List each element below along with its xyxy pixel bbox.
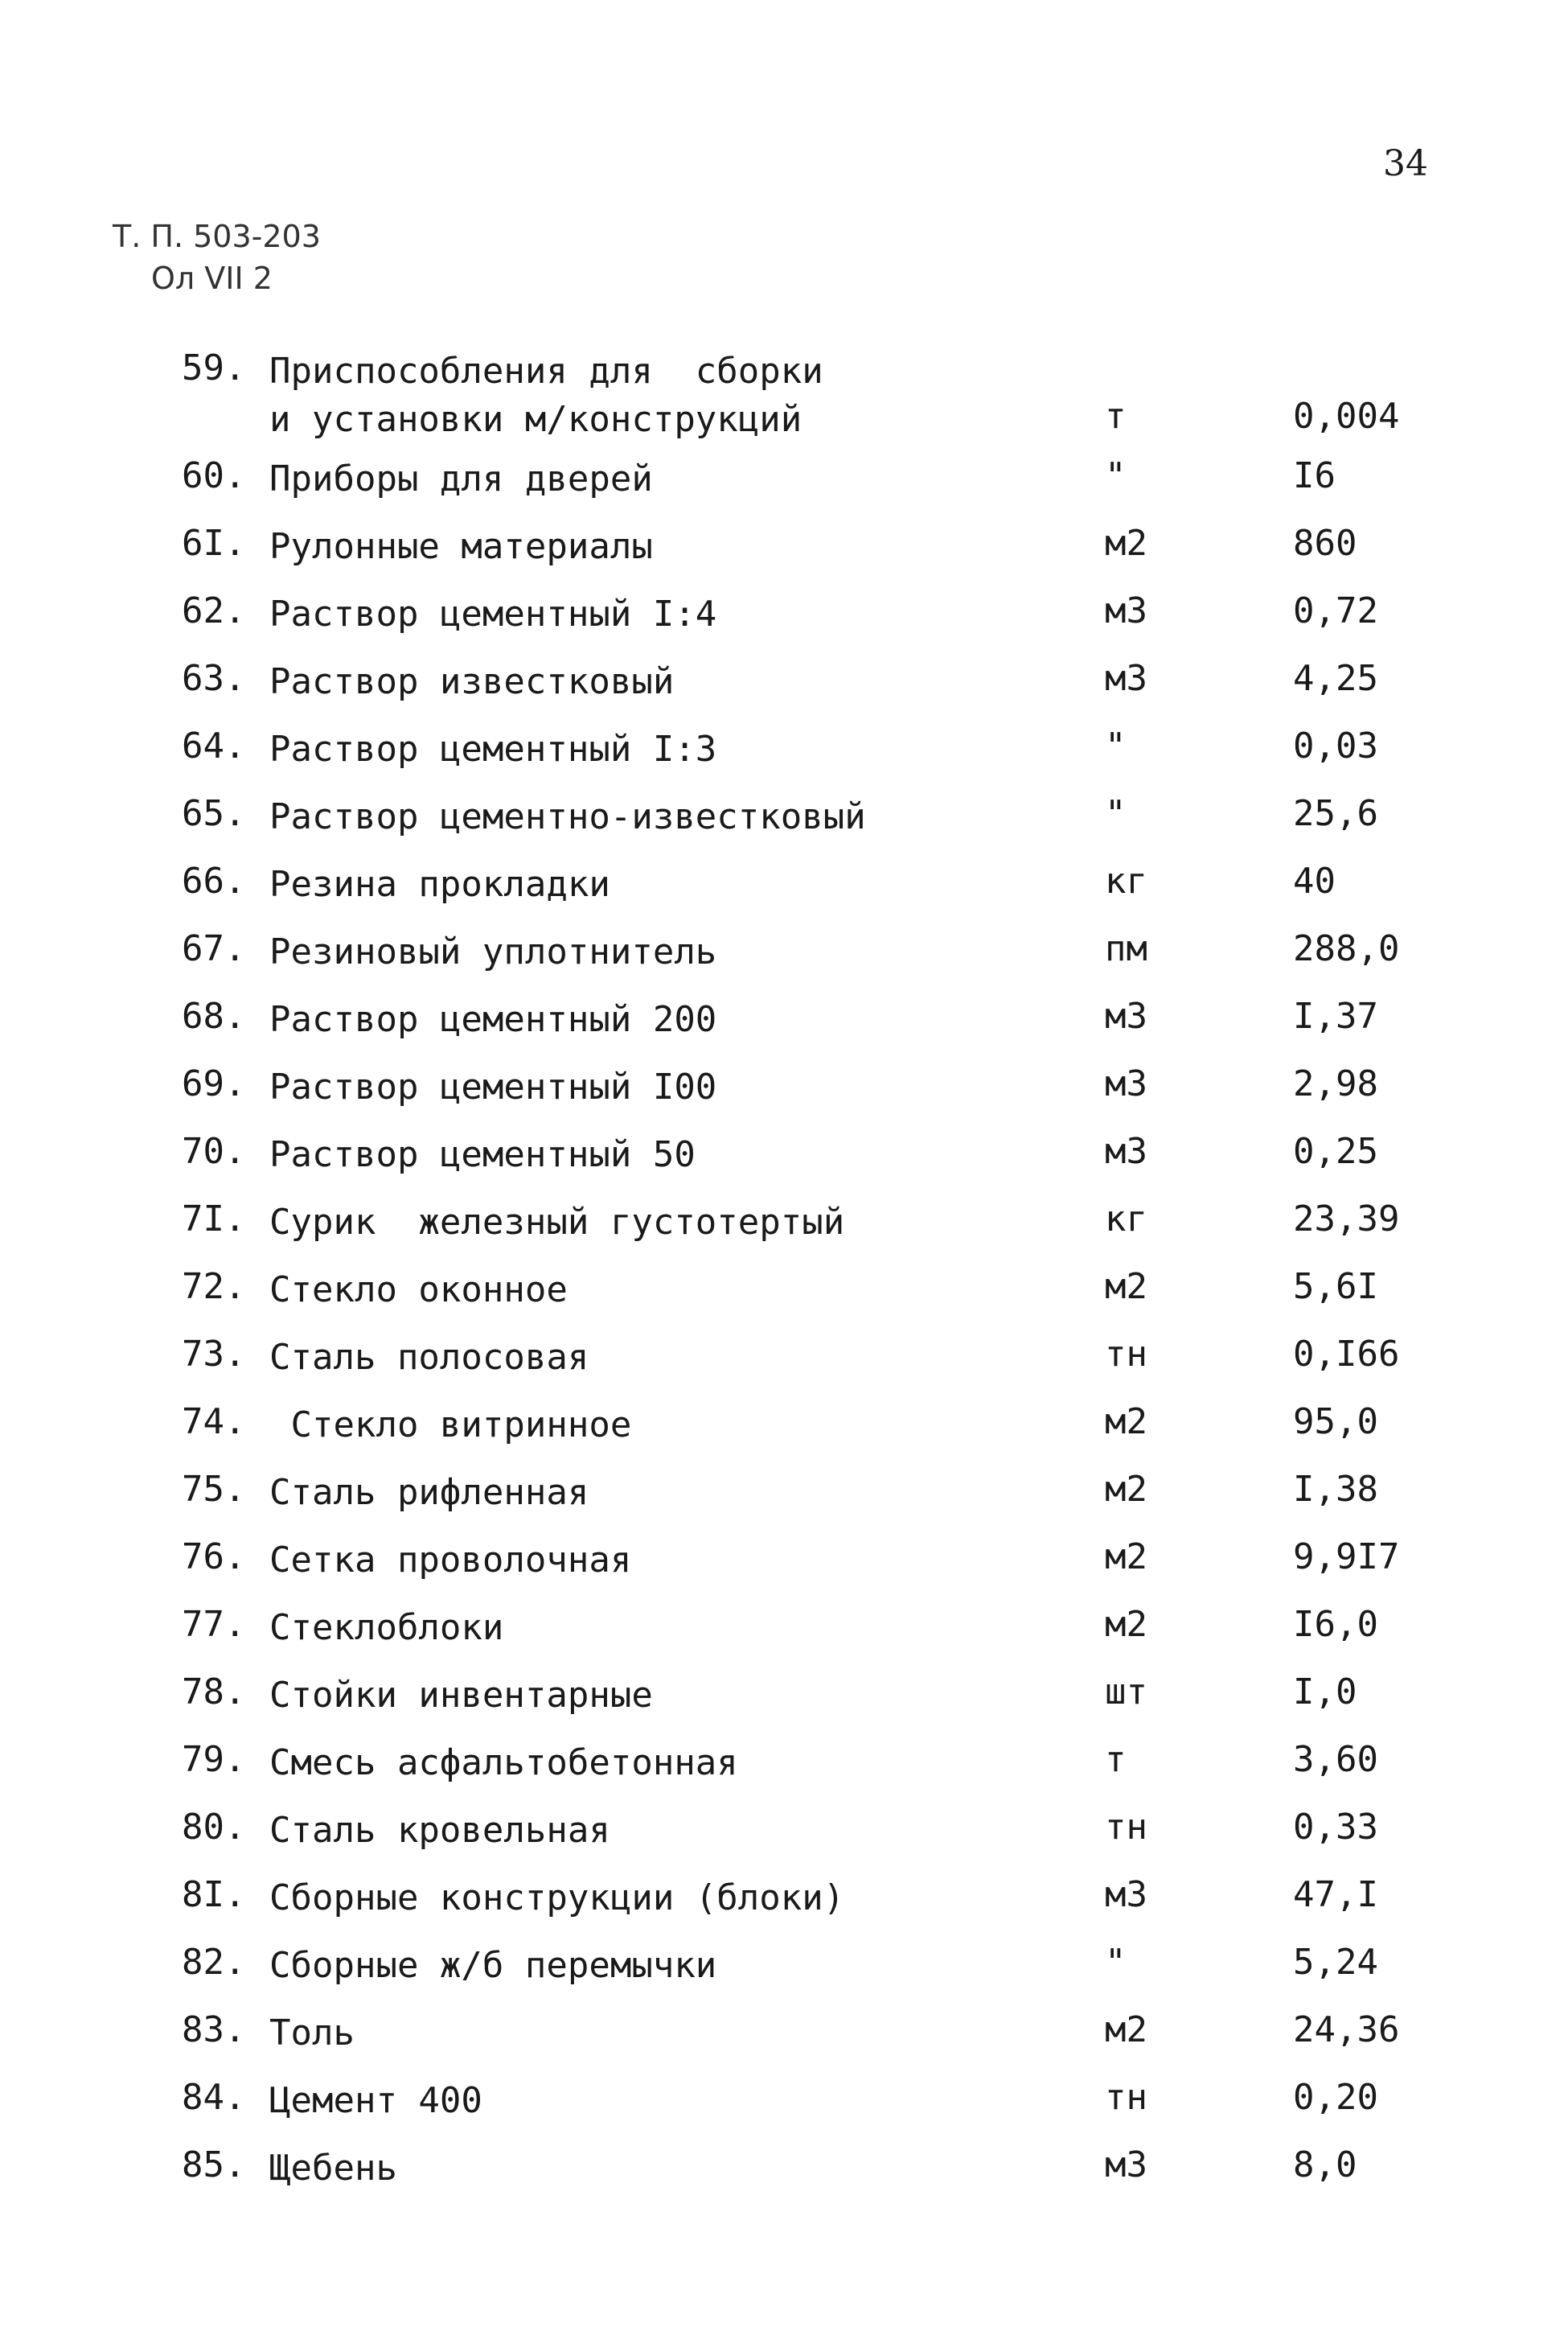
list-item (0, 1942, 1568, 2009)
item-name (269, 726, 716, 774)
item-quantity: 860 (1293, 523, 1357, 564)
list-item (0, 1874, 1568, 1942)
item-unit: м2 (1105, 1536, 1147, 1577)
item-quantity: 23,39 (1293, 1198, 1400, 1240)
list-item (0, 928, 1568, 996)
item-name-line: Резина прокладки (269, 864, 610, 905)
stamp-line-2: Ол VII 2 (151, 261, 273, 296)
item-name (269, 2009, 355, 2058)
item-name-line: Стойки инвентарные (269, 1675, 653, 1716)
item-unit: " (1105, 793, 1127, 834)
item-name (269, 1063, 716, 1112)
item-quantity: 47,I (1293, 1874, 1378, 1915)
item-name (269, 1266, 568, 1314)
materials-list (0, 347, 1568, 2212)
list-item (0, 1671, 1568, 1739)
item-name (269, 455, 653, 504)
item-unit: м2 (1105, 1604, 1147, 1645)
list-item (0, 1807, 1568, 1874)
item-name-line: Сборные конструкции (блоки) (269, 1877, 845, 1918)
item-number: 75. (182, 1469, 246, 1510)
item-quantity: 2,98 (1293, 1063, 1378, 1104)
item-number: 85. (182, 2144, 246, 2185)
item-number: 68. (182, 996, 246, 1037)
item-quantity: 0,004 (1293, 396, 1400, 437)
item-unit: т (1105, 396, 1127, 437)
item-quantity: 5,6I (1293, 1266, 1378, 1307)
page-number: 34 (1383, 143, 1428, 184)
item-quantity: 0,25 (1293, 1131, 1378, 1172)
item-number: 83. (182, 2009, 246, 2050)
item-quantity: 0,72 (1293, 590, 1378, 631)
item-quantity: 24,36 (1293, 2009, 1400, 2050)
item-quantity: 0,33 (1293, 1807, 1378, 1848)
item-number: 6I. (182, 523, 246, 564)
item-name-line: Раствор известковый (269, 661, 675, 702)
item-quantity: 0,03 (1293, 726, 1378, 767)
item-name-line: Приборы для дверей (269, 458, 653, 500)
item-name (269, 1942, 716, 1990)
item-name-line: Щебень (269, 2148, 397, 2189)
item-number: 76. (182, 1536, 246, 1577)
list-item (0, 1401, 1568, 1469)
item-name-line: Рулонные материалы (269, 526, 653, 567)
item-name-line: Толь (269, 2012, 355, 2054)
item-name (269, 1401, 631, 1449)
item-number: 66. (182, 861, 246, 902)
list-item (0, 1063, 1568, 1131)
item-name-line: Раствор цементный I:4 (269, 594, 717, 635)
item-name (269, 1198, 844, 1247)
item-name-line: Резиновый уплотнитель (269, 931, 717, 972)
item-number: 70. (182, 1131, 246, 1172)
item-unit: м3 (1105, 1131, 1147, 1172)
item-quantity: 3,60 (1293, 1739, 1378, 1780)
item-name-line: Раствор цементный 200 (269, 999, 717, 1040)
item-quantity: 288,0 (1293, 928, 1400, 969)
item-name (269, 658, 674, 706)
item-name (269, 1739, 738, 1787)
item-quantity: I,38 (1293, 1469, 1378, 1510)
item-number: 82. (182, 1942, 246, 1983)
item-number: 72. (182, 1266, 246, 1307)
item-name-line: Сталь кровельная (269, 1810, 610, 1851)
item-unit: м2 (1105, 523, 1147, 564)
item-number: 65. (182, 793, 246, 834)
list-item (0, 523, 1568, 590)
item-unit: м3 (1105, 1063, 1147, 1104)
item-name (269, 1604, 503, 1652)
item-quantity: 8,0 (1293, 2144, 1357, 2185)
list-item (0, 793, 1568, 861)
list-item (0, 1198, 1568, 1266)
item-number: 79. (182, 1739, 246, 1780)
item-name-line: Сталь полосовая (269, 1337, 589, 1378)
item-quantity: I6 (1293, 455, 1336, 496)
item-unit: м2 (1105, 2009, 1147, 2050)
item-name (269, 793, 866, 841)
item-name-line: Сборные ж/б перемычки (269, 1945, 717, 1986)
list-item (0, 658, 1568, 726)
stamp-line-1: Т. П. 503-203 (113, 219, 321, 254)
item-number: 78. (182, 1671, 246, 1712)
item-name (269, 1807, 610, 1855)
item-name-line: Стекло оконное (269, 1269, 568, 1310)
item-name (269, 1874, 844, 1922)
item-number: 77. (182, 1604, 246, 1645)
item-name (269, 1469, 589, 1517)
item-unit: кг (1105, 861, 1147, 902)
item-number: 59. (182, 347, 246, 389)
item-name (269, 1334, 589, 1382)
item-number: 84. (182, 2077, 246, 2118)
item-unit: тн (1105, 2077, 1147, 2118)
list-item (0, 347, 1568, 455)
item-unit: м3 (1105, 2144, 1147, 2185)
item-quantity: I,0 (1293, 1671, 1357, 1712)
item-number: 60. (182, 455, 246, 496)
item-quantity: 4,25 (1293, 658, 1378, 699)
item-quantity: 5,24 (1293, 1942, 1378, 1983)
item-number: 80. (182, 1807, 246, 1848)
item-quantity: 0,20 (1293, 2077, 1378, 2118)
item-unit: тн (1105, 1807, 1147, 1848)
item-name-line: Цемент 400 (269, 2080, 482, 2121)
item-name (269, 861, 610, 909)
list-item (0, 1131, 1568, 1198)
list-item (0, 1739, 1568, 1807)
list-item (0, 590, 1568, 658)
list-item (0, 1604, 1568, 1671)
item-number: 7I. (182, 1198, 246, 1240)
item-unit: " (1105, 1942, 1127, 1983)
list-item (0, 1469, 1568, 1536)
list-item (0, 1334, 1568, 1401)
item-name-line: Сетка проволочная (269, 1540, 632, 1581)
item-number: 63. (182, 658, 246, 699)
item-unit: м2 (1105, 1401, 1147, 1442)
item-number: 73. (182, 1334, 246, 1375)
item-unit: м3 (1105, 658, 1147, 699)
item-name-line: Стеклоблоки (269, 1607, 504, 1648)
item-name (269, 1131, 696, 1179)
item-name (269, 2144, 397, 2193)
list-item (0, 2144, 1568, 2212)
item-unit: пм (1105, 928, 1147, 969)
item-quantity: I,37 (1293, 996, 1378, 1037)
list-item (0, 2077, 1568, 2144)
item-quantity: 25,6 (1293, 793, 1378, 834)
item-unit: " (1105, 726, 1127, 767)
item-name-line: Стекло витринное (269, 1404, 632, 1445)
item-number: 69. (182, 1063, 246, 1104)
document-stamp (113, 216, 321, 299)
item-unit: " (1105, 455, 1127, 496)
item-name-line: Раствор цементный 50 (269, 1134, 696, 1175)
item-name-line: Сталь рифленная (269, 1472, 589, 1513)
item-quantity: 0,I66 (1293, 1334, 1400, 1375)
item-name-line: Приспособления для сборки (269, 351, 823, 392)
item-unit: м3 (1105, 996, 1147, 1037)
item-quantity: I6,0 (1293, 1604, 1378, 1645)
item-name-line: Раствор цементно-известковый (269, 796, 866, 837)
item-name (269, 996, 716, 1044)
item-name (269, 347, 823, 444)
item-number: 67. (182, 928, 246, 969)
item-name (269, 1536, 631, 1585)
item-number: 74. (182, 1401, 246, 1442)
list-item (0, 455, 1568, 523)
item-name (269, 523, 653, 571)
item-quantity: 95,0 (1293, 1401, 1378, 1442)
item-quantity: 9,9I7 (1293, 1536, 1400, 1577)
item-unit: м2 (1105, 1469, 1147, 1510)
item-name (269, 590, 716, 639)
item-name (269, 928, 716, 976)
item-number: 8I. (182, 1874, 246, 1915)
item-number: 64. (182, 726, 246, 767)
item-name (269, 1671, 653, 1720)
item-unit: м3 (1105, 1874, 1147, 1915)
item-unit: тн (1105, 1334, 1147, 1375)
item-name-line: Смесь асфальтобетонная (269, 1742, 738, 1783)
list-item (0, 1266, 1568, 1334)
list-item (0, 726, 1568, 793)
item-name-line: Раствор цементный I00 (269, 1067, 717, 1108)
item-name-line: Сурик железный густотертый (269, 1202, 845, 1243)
item-name-line: и установки м/конструкций (269, 399, 802, 440)
item-unit: м3 (1105, 590, 1147, 631)
list-item (0, 861, 1568, 928)
list-item (0, 1536, 1568, 1604)
item-unit: т (1105, 1739, 1127, 1780)
item-name (269, 2077, 482, 2125)
item-number: 62. (182, 590, 246, 631)
item-quantity: 40 (1293, 861, 1336, 902)
list-item (0, 996, 1568, 1063)
item-unit: шт (1105, 1671, 1147, 1712)
item-unit: кг (1105, 1198, 1147, 1240)
item-unit: м2 (1105, 1266, 1147, 1307)
item-name-line: Раствор цементный I:3 (269, 729, 717, 770)
list-item (0, 2009, 1568, 2077)
